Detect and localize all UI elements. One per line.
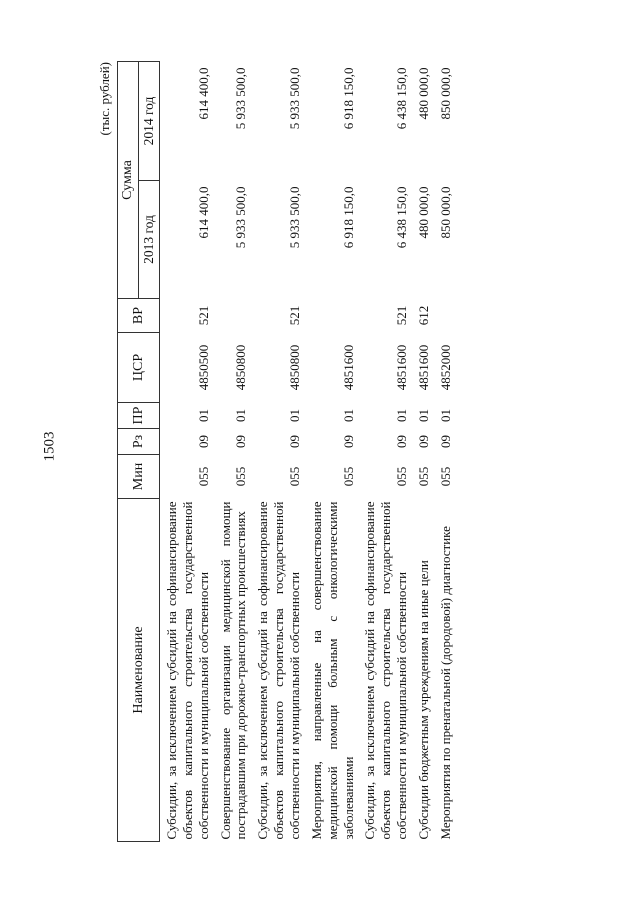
header-year-2013: 2013 год [139,181,160,299]
row-rz: 09 [394,435,410,448]
row-vr [434,299,456,333]
header-sum: Сумма [118,62,139,299]
table-row [160,62,214,842]
row-min: 055 [416,466,432,487]
row-sum-2014: 6 918 150,0 [340,67,356,130]
row-rz: 09 [437,435,453,448]
row-sum-2014: 6 438 150,0 [394,67,410,130]
row-csr: 4850800 [287,344,303,391]
row-pr: 01 [437,409,453,422]
header-vr: ВР [118,299,160,333]
row-sum-2013: 480 000,0 [416,186,432,239]
table-row [214,62,252,842]
row-vr: 521 [195,305,211,326]
table-row [305,62,359,842]
row-vr: 612 [416,305,432,326]
row-name: Субсидии, за исключением субсидий на софинансирование объектов капитального строительства государственной собственности и муниципальной собственности [255,501,303,840]
row-csr: 4851600 [394,344,410,391]
row-pr: 01 [340,409,356,422]
row-sum-2014: 5 933 500,0 [233,67,249,130]
row-sum-2014: 614 400,0 [195,67,211,120]
row-sum-2013: 614 400,0 [195,186,211,239]
row-name: Мероприятия по пренатальной (дородовой) диагностике [437,526,453,840]
header-year-2014: 2014 год [139,62,160,181]
row-sum-2013: 850 000,0 [437,186,453,239]
units-note: (тыс. рублей) [97,62,112,136]
budget-table [117,61,456,842]
row-csr: 4850800 [233,344,249,391]
row-vr: 521 [287,305,303,326]
row-name: Субсидии, за исключением субсидий на софинансирование объектов капитального строительства государственной собственности и муниципальной собственности [164,501,211,840]
table-row [358,62,412,842]
row-pr: 01 [416,409,432,422]
row-csr: 4852000 [437,344,453,391]
row-sum-2014: 850 000,0 [437,67,453,120]
row-rz: 09 [233,435,249,448]
header-csr: ЦСР [118,333,160,403]
row-sum-2013: 6 918 150,0 [340,186,356,249]
row-vr [305,299,359,333]
row-rz: 09 [340,435,356,448]
row-csr: 4850500 [195,344,211,391]
row-min: 055 [340,466,356,487]
row-sum-2013: 6 438 150,0 [394,186,410,249]
rotated-page-content [85,62,530,842]
row-pr: 01 [195,409,211,422]
row-min: 055 [394,466,410,487]
row-min: 055 [437,466,453,487]
row-pr: 01 [233,409,249,422]
header-rz: Рз [118,429,160,455]
row-rz: 09 [287,435,303,448]
table-row [251,62,305,842]
row-name: Совершенствование организации медицинской помощи пострадавшим при дорожно-транспортных происшествиях [217,501,249,840]
row-csr: 4851600 [340,344,356,391]
table-row [434,62,456,842]
header-pr: ПР [118,403,160,429]
row-csr: 4851600 [416,344,432,391]
header-min: Мин [118,455,160,499]
row-rz: 09 [195,435,211,448]
row-min: 055 [233,466,249,487]
row-min: 055 [287,466,303,487]
row-vr [214,299,252,333]
table-row [412,62,434,842]
row-sum-2013: 5 933 500,0 [233,186,249,249]
row-sum-2014: 5 933 500,0 [287,67,303,130]
row-name: Мероприятия, направленные на совершенствование медицинской помощи больным с онкологическими заболеваниями [308,501,356,840]
page-number: 1503 [41,431,58,462]
row-sum-2013: 5 933 500,0 [287,186,303,249]
row-pr: 01 [394,409,410,422]
header-name: Наименование [118,499,160,842]
row-rz: 09 [416,435,432,448]
row-pr: 01 [287,409,303,422]
row-vr: 521 [394,305,410,326]
row-name: Субсидии бюджетным учреждениям на иные цели [416,560,432,840]
row-min: 055 [195,466,211,487]
row-name: Субсидии, за исключением субсидий на софинансирование объектов капитального строительства государственной собственности и муниципальной собственности [362,501,410,840]
row-sum-2014: 480 000,0 [416,67,432,120]
